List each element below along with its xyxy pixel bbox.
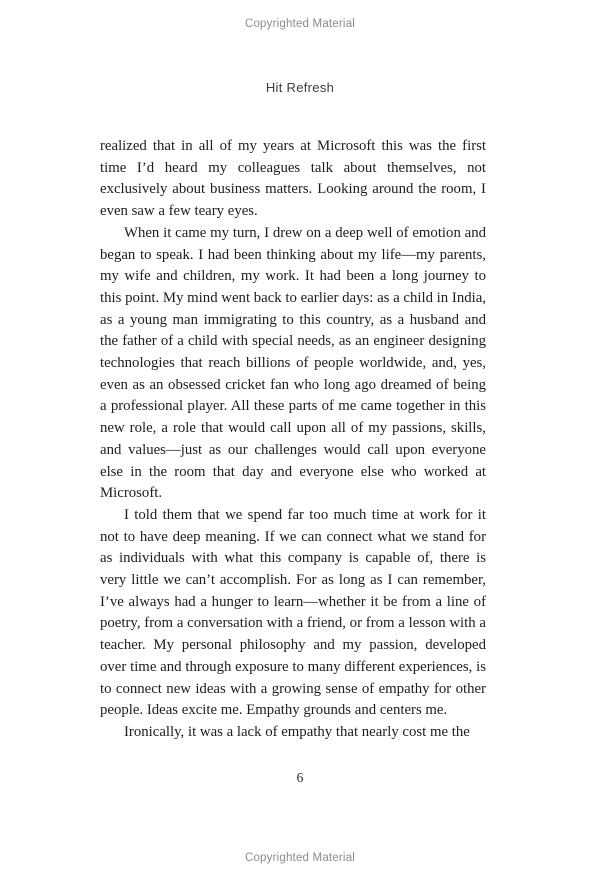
paragraph: realized that in all of my years at Microsoft this was the first time I’d heard my colleagues talk about themselves, not exclusively about business matters. Looking around the room, I even saw a few teary eyes.: [100, 138, 486, 220]
paragraph: Ironically, it was a lack of empathy that nearly cost me the: [124, 723, 470, 740]
paragraph: When it came my turn, I drew on a deep well of emotion and began to speak. I had been thinking about my life—my parents, my wife and children, my work. It had been a long journey to this point. My mind went back to earlier days: as a child in India, as a young man immigrating to this country, as a husband and the father of a child with special needs, as an engineer designing technologies that reach billions of people worldwide, and, yes, even as an obsessed cricket fan who long ago dreamed of being a professional player. All these parts of me came together in this new role, a role that would call upon all of my passions, skills, and values—just as our challenges would call upon everyone else in the room that day and everyone else who worked at Microsoft.: [100, 224, 486, 502]
body-text: [100, 136, 486, 744]
running-header-title: Hit Refresh: [265, 80, 335, 95]
paragraph: I told them that we spend far too much time at work for it not to have deep meaning. If we can connect what we stand for as individuals with what this company is capable of, there is very little we can’t accomplish. For as long as I can remember, I’ve always had a hunger to learn—whether it be from a line of poetry, from a conversation with a friend, or from a lesson with a teacher. My personal philosophy and my passion, developed over time and through exposure to many different experiences, is to connect new ideas with a growing sense of empathy for other people. Ideas excite me. Empathy grounds and centers me.: [100, 506, 486, 719]
copyright-watermark-bottom: Copyrighted Material: [244, 852, 356, 864]
page-number: 6: [296, 770, 304, 785]
copyright-watermark-top: Copyrighted Material: [244, 18, 356, 30]
